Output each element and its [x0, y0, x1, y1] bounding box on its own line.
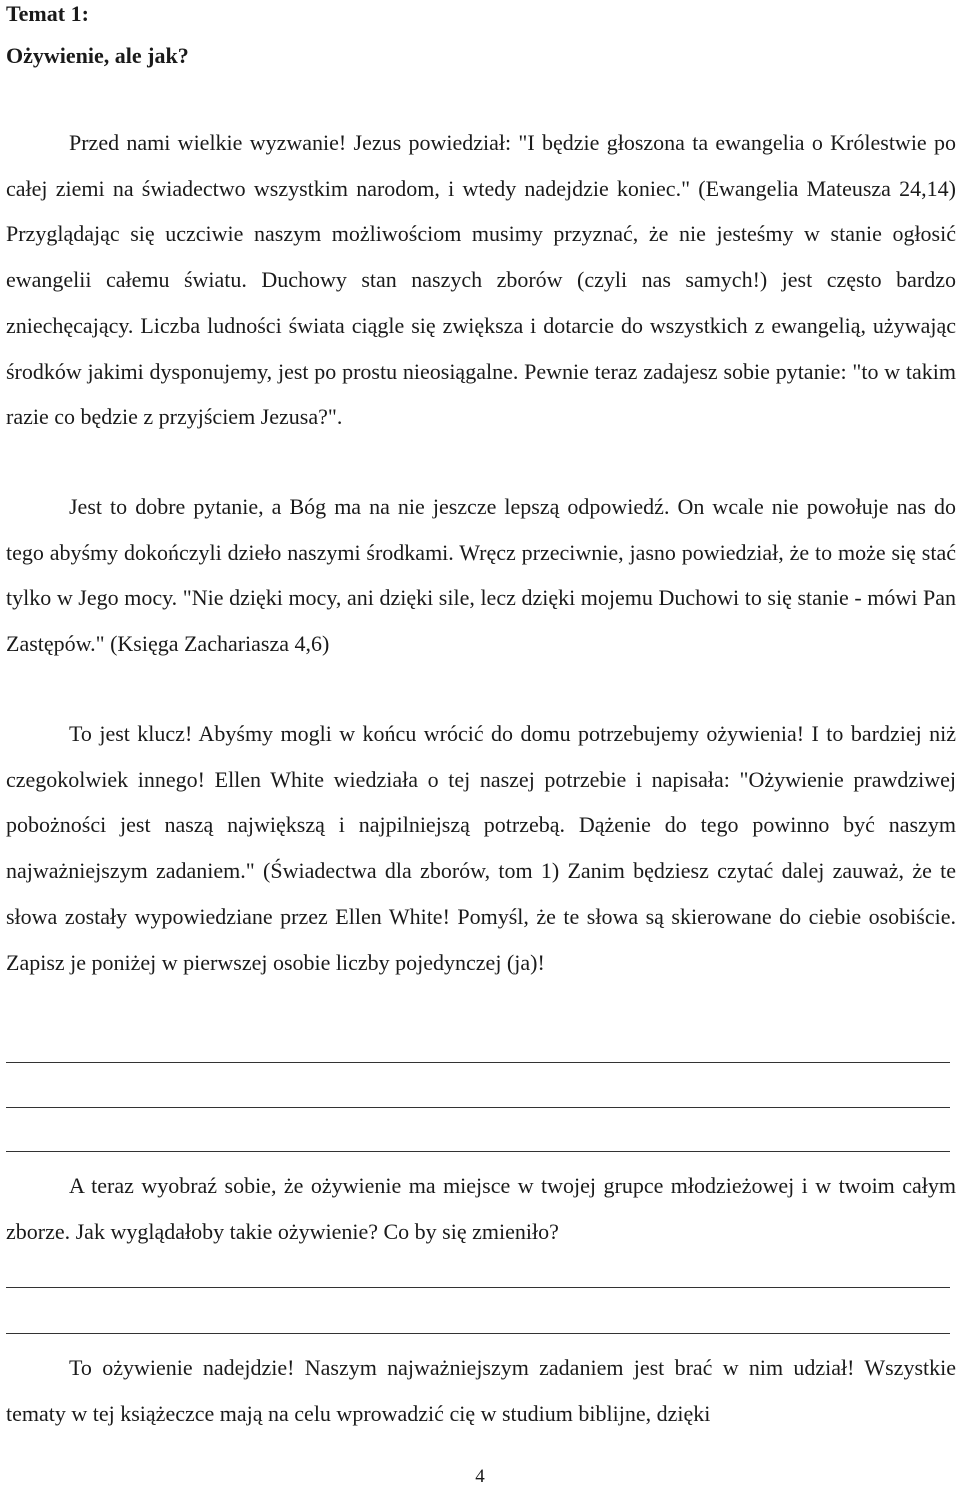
paragraph-intro-text: Przed nami wielkie wyzwanie! Jezus powiedział: "I będzie głoszona ta ewangelia o Królestwie po całej ziemi na świadectwo wszystkim narodom, i wtedy nadejdzie koniec." (Ewangelia Mateusza 24,14) Przyglądając się uczciwie naszym możliwościom musimy przyznać, że nie jesteśmy w stanie ogłosić ewangelii całemu światu. Duchowy stan naszych zborów (czyli nas samych!) jest często bardzo zniechęcający. Liczba ludności świata ciągle się zwiększa i dotarcie do wszystkich z ewangelią, używając środków jakimi dysponujemy, jest po prostu nieosiągalne. Pewnie teraz zadajesz sobie pytanie: "to w takim razie co będzie z przyjściem Jezusa?".: [6, 130, 956, 430]
paragraph-answer-text: Jest to dobre pytanie, a Bóg ma na nie jeszcze lepszą odpowiedź. On wcale nie powołuje nas do tego abyśmy dokończyli dzieło naszymi środkami. Wręcz przeciwnie, jasno powiedział, że to może się stać tylko w Jego mocy. "Nie dzięki mocy, ani dzięki sile, lecz dzięki mojemu Duchowi to się stanie - mówi Pan Zastępów." (Księga Zachariasza 4,6): [6, 494, 956, 657]
writing-line[interactable]: [6, 1107, 950, 1108]
writing-line[interactable]: [6, 1287, 950, 1288]
writing-line[interactable]: [6, 1151, 950, 1152]
topic-title: Ożywienie, ale jak?: [6, 43, 189, 68]
paragraph-key: [6, 711, 956, 985]
paragraph-intro: [6, 120, 956, 440]
paragraph-closing: [6, 1345, 956, 1436]
paragraph-closing-text: To ożywienie nadejdzie! Naszym najważniejszym zadaniem jest brać w nim udział! Wszystkie tematy w tej książeczce mają na celu wprowadzić cię w studium biblijne, dzięki: [6, 1355, 956, 1426]
paragraph-answer: [6, 484, 956, 667]
topic-label: Temat 1:: [6, 1, 89, 26]
paragraph-imagine: [6, 1163, 956, 1254]
paragraph-key-text: To jest klucz! Abyśmy mogli w końcu wrócić do domu potrzebujemy ożywienia! I to bardziej niż czegokolwiek innego! Ellen White wiedziała o tej naszej potrzebie i napisała: "Ożywienie prawdziwej pobożności jest naszą największą i najpilniejszą potrzebą. Dążenie do tego powinno być naszym najważniejszym zadaniem." (Świadectwa dla zborów, tom 1) Zanim będziesz czytać dalej zauważ, że te słowa zostały wypowiedziane przez Ellen White! Pomyśl, że te słowa są skierowane do ciebie osobiście. Zapisz je poniżej w pierwszej osobie liczby pojedynczej (ja)!: [6, 721, 956, 975]
writing-line[interactable]: [6, 1062, 950, 1063]
page-number: 4: [475, 1466, 485, 1487]
paragraph-imagine-text: A teraz wyobraź sobie, że ożywienie ma miejsce w twojej grupce młodzieżowej i w twoim całym zborze. Jak wyglądałoby takie ożywienie? Co by się zmieniło?: [6, 1173, 956, 1244]
writing-line[interactable]: [6, 1333, 950, 1334]
